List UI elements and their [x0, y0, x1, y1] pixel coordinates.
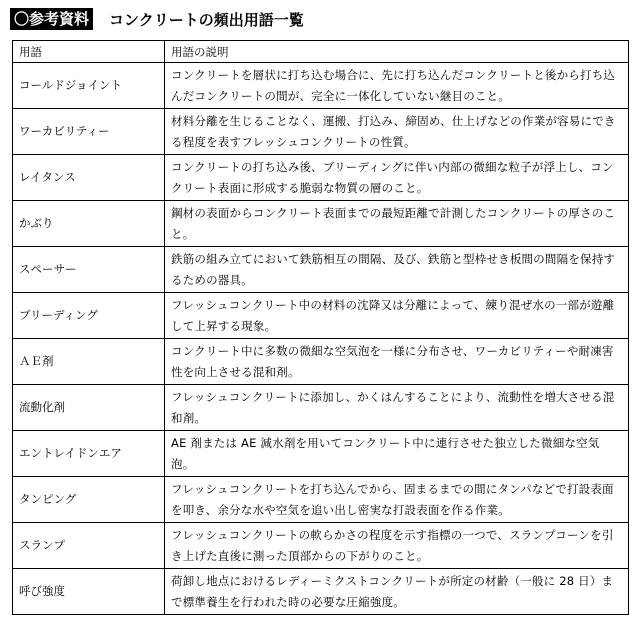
- term-cell: レイタンス: [13, 155, 165, 201]
- page-title: コンクリートの頻出用語一覧: [109, 10, 304, 29]
- term-cell: スランプ: [13, 523, 165, 569]
- reference-tag: 〇参考資料: [10, 8, 93, 30]
- description-cell: フレッシュコンクリートの軟らかさの程度を示す指標の一つで、スランプコーンを引き上げた直後に測った頂部からの下がりのこと。: [165, 523, 629, 569]
- term-cell: 呼び強度: [13, 569, 165, 615]
- term-cell: コールドジョイント: [13, 63, 165, 109]
- term-cell: エントレイドンエア: [13, 431, 165, 477]
- document-heading: [10, 8, 304, 30]
- description-cell: フレッシュコンクリートに添加し、かくはんすることにより、流動性を増大させる混和剤。: [165, 385, 629, 431]
- description-cell: 荷卸し地点におけるレディーミクストコンクリートが所定の材齢（一般に 28 日）まで標準養生を行われた時の必要な圧縮強度。: [165, 569, 629, 615]
- table-body: [13, 63, 629, 615]
- description-cell: フレッシュコンクリートを打ち込んでから、固まるまでの間にタンパなどで打設表面を叩き、余分な水や空気を追い出し密実な打設表面を作る作業。: [165, 477, 629, 523]
- term-cell: ＡＥ剤: [13, 339, 165, 385]
- description-cell: 材料分離を生じることなく、運搬、打込み、締固め、仕上げなどの作業が容易にできる程度を表すフレッシュコンクリートの性質。: [165, 109, 629, 155]
- term-cell: スペーサー: [13, 247, 165, 293]
- term-cell: 流動化剤: [13, 385, 165, 431]
- header-description: 用語の説明: [165, 41, 629, 63]
- table-row: [13, 109, 629, 155]
- table-row: [13, 569, 629, 615]
- description-cell: 鋼材の表面からコンクリート表面までの最短距離で計測したコンクリートの厚さのこと。: [165, 201, 629, 247]
- description-cell: コンクリートの打ち込み後、ブリーディングに伴い内部の微細な粒子が浮上し、コンクリート表面に形成する脆弱な物質の層のこと。: [165, 155, 629, 201]
- table-row: [13, 155, 629, 201]
- table-row: [13, 63, 629, 109]
- term-cell: タンピング: [13, 477, 165, 523]
- table-row: [13, 523, 629, 569]
- term-cell: かぶり: [13, 201, 165, 247]
- table-row: [13, 293, 629, 339]
- table-row: [13, 339, 629, 385]
- description-cell: AE 剤または AE 減水剤を用いてコンクリート中に連行させた独立した微細な空気泡。: [165, 431, 629, 477]
- table-header-row: [13, 41, 629, 63]
- header-term: 用語: [13, 41, 165, 63]
- description-cell: コンクリート中に多数の微細な空気泡を一様に分布させ、ワーカビリティーや耐凍害性を向上させる混和剤。: [165, 339, 629, 385]
- term-cell: ブリーディング: [13, 293, 165, 339]
- description-cell: 鉄筋の組み立てにおいて鉄筋相互の間隔、及び、鉄筋と型枠せき板間の間隔を保持するための器具。: [165, 247, 629, 293]
- table-row: [13, 385, 629, 431]
- table-row: [13, 201, 629, 247]
- table-row: [13, 477, 629, 523]
- table-row: [13, 247, 629, 293]
- description-cell: コンクリートを層状に打ち込む場合に、先に打ち込んだコンクリートと後から打ち込んだコンクリートの間が、完全に一体化していない継目のこと。: [165, 63, 629, 109]
- glossary-table: [12, 40, 629, 615]
- description-cell: フレッシュコンクリート中の材料の沈降又は分離によって、練り混ぜ水の一部が遊離して上昇する現象。: [165, 293, 629, 339]
- term-cell: ワーカビリティー: [13, 109, 165, 155]
- table-row: [13, 431, 629, 477]
